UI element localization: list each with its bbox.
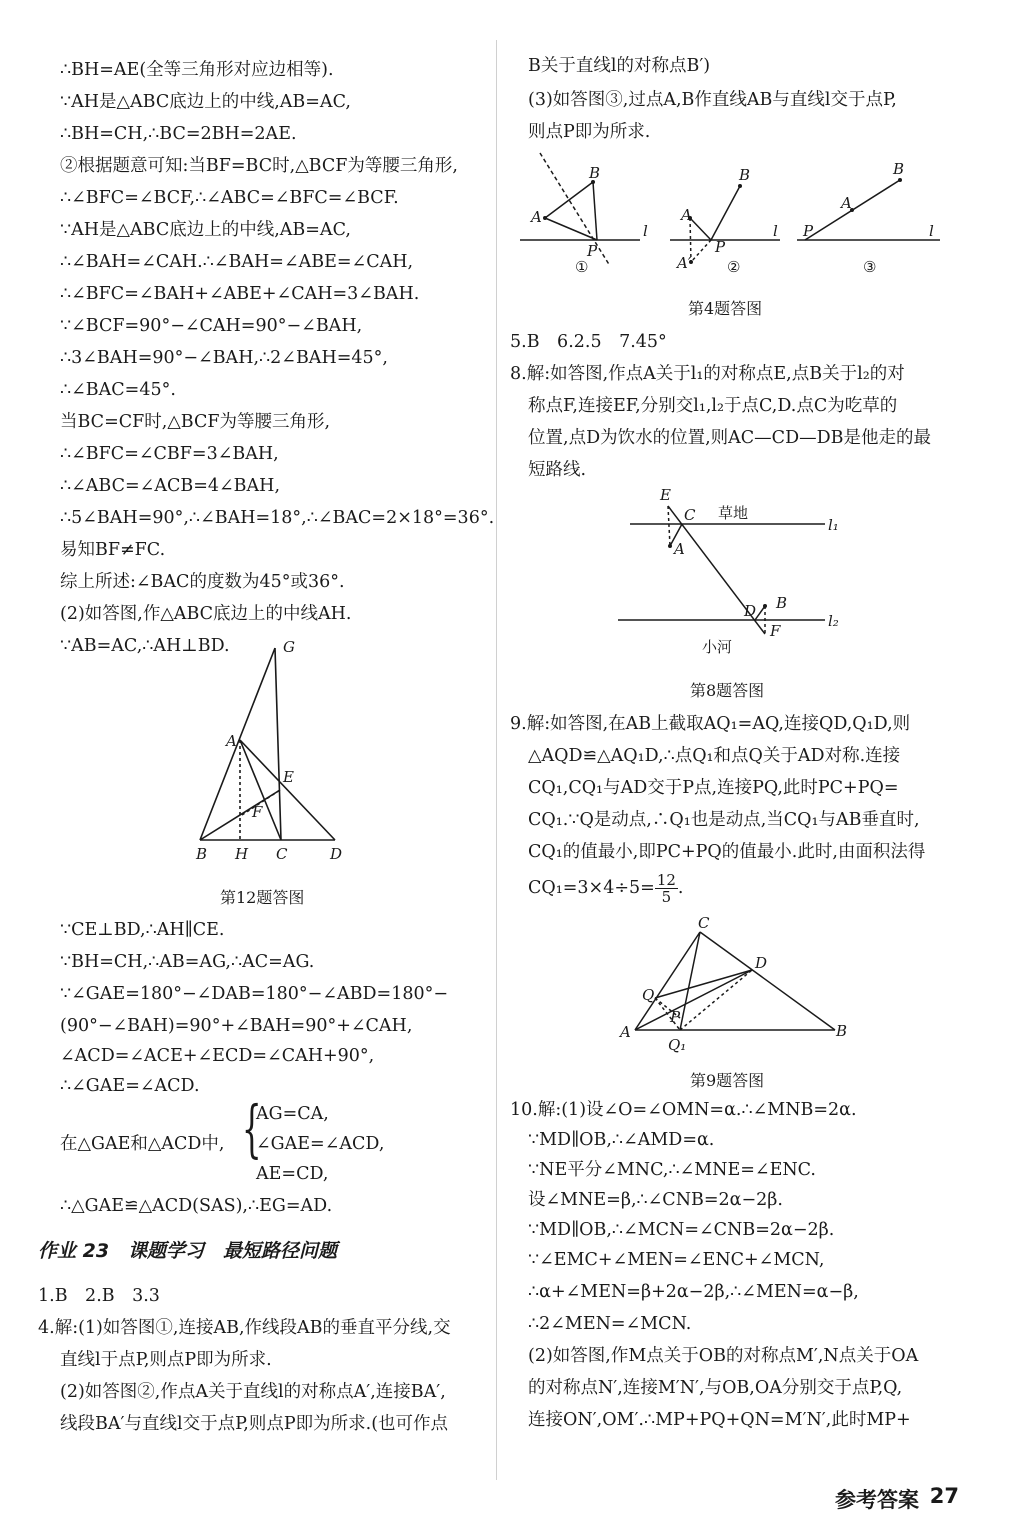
fig9-label-P: P [670, 1008, 681, 1026]
text-line: 线段BA′与直线l交于点P,则点P即为所求.(也可作点 [60, 1414, 449, 1434]
fig4-label: P [715, 238, 726, 256]
text-line: 的对称点N′,连接M′N′,与OB,OA分别交于点P,Q, [528, 1378, 903, 1398]
text-line: ∠ACD=∠ACE+∠ECD=∠CAH+90°, [60, 1046, 375, 1066]
fig8-label-D: D [744, 602, 757, 620]
figure-12 [180, 640, 360, 870]
fig12-label-B: B [196, 845, 208, 863]
fig4-label: A [681, 206, 692, 224]
text-line: ∴∠BFC=∠BCF,∴∠ABC=∠BFC=∠BCF. [60, 188, 399, 208]
q9-final-end: . [677, 878, 684, 898]
fig12-label-F: F [252, 803, 263, 821]
text-line: 综上所述:∠BAC的度数为45°或36°. [60, 572, 345, 592]
fig4-label: l [773, 222, 778, 240]
text-line: ∵NE平分∠MNC,∴∠MNE=∠ENC. [528, 1160, 816, 1180]
text-line: ∵MD∥OB,∴∠AMD=α. [528, 1130, 715, 1150]
q9-final-left: CQ₁=3×4÷5= [528, 878, 655, 898]
text-line: ∴∠ABC=∠ACB=4∠BAH, [60, 476, 281, 496]
figure-12-caption: 第12题答图 [220, 888, 305, 907]
text-line: ∴∠BAH=∠CAH.∴∠BAH=∠ABE=∠CAH, [60, 252, 414, 272]
text-line: (2)如答图,作M点关于OB的对称点M′,N点关于OA [528, 1346, 919, 1366]
fig9-label-A: A [620, 1023, 631, 1041]
text-line: ②根据题意可知:当BF=BC时,△BCF为等腰三角形, [60, 156, 458, 176]
figure-9 [610, 912, 860, 1062]
text-line: B关于直线l的对称点B′) [528, 56, 711, 76]
brace: { [241, 1092, 262, 1165]
fig12-label-E: E [283, 768, 294, 786]
text-line: △AQD≌△AQ₁D,∴点Q₁和点Q关于AD对称.连接 [528, 746, 901, 766]
fig4-label: P [587, 242, 598, 260]
text-line: 设∠MNE=β,∴∠CNB=2α−2β. [528, 1190, 783, 1210]
fig4-label: A [531, 208, 542, 226]
fig8-label-A: A [674, 540, 685, 558]
text-line: ∵AH是△ABC底边上的中线,AB=AC, [60, 220, 351, 240]
figure-8 [610, 484, 860, 664]
fig4-number: ② [727, 258, 741, 276]
system-row: AE=CD, [256, 1164, 329, 1184]
system-row: AG=CA, [256, 1104, 329, 1124]
fig8-label-C: C [684, 506, 696, 524]
footer-label: 参考答案 [835, 1488, 919, 1512]
fig8-river: 小河 [702, 638, 733, 656]
answers-line: 5.B 6.2.5 7.45° [510, 332, 667, 352]
fig4-number: ① [575, 258, 589, 276]
fig9-label-Q: Q [642, 986, 655, 1004]
text-line: 连接ON′,OM′.∴MP+PQ+QN=M′N′,此时MP+ [528, 1410, 911, 1430]
fig4-label: A [841, 194, 852, 212]
fig8-grass: 草地 [718, 504, 749, 522]
fig8-label-l1: l₁ [828, 516, 839, 534]
text-line: ∴3∠BAH=90°−∠BAH,∴2∠BAH=45°, [60, 348, 388, 368]
text-line: 8.解:如答图,作点A关于l₁的对称点E,点B关于l₂的对 [510, 364, 905, 384]
text-line: 直线l于点P,则点P即为所求. [60, 1350, 272, 1370]
column-divider [496, 40, 497, 1480]
text-line: 当BC=CF时,△BCF为等腰三角形, [60, 412, 331, 432]
fig12-label-A: A [226, 732, 237, 750]
text-line: ∵∠BCF=90°−∠CAH=90°−∠BAH, [60, 316, 363, 336]
fig4-label: B [893, 160, 905, 178]
figure-9-caption: 第9题答图 [690, 1071, 765, 1090]
fig8-label-F: F [770, 622, 781, 640]
text-line: 则点P即为所求. [528, 122, 651, 142]
text-line: ∴5∠BAH=90°,∴∠BAH=18°,∴∠BAC=2×18°=36°. [60, 508, 495, 528]
fig12-label-D: D [330, 845, 343, 863]
text-line: CQ₁,CQ₁与AD交于P点,连接PQ,此时PC+PQ= [528, 778, 899, 798]
text-line: 位置,点D为饮水的位置,则AC—CD—DB是他走的最 [528, 428, 931, 448]
text-line: ∵∠GAE=180°−∠DAB=180°−∠ABD=180°− [60, 984, 449, 1004]
answers-line: 1.B 2.B 3.3 [38, 1286, 160, 1306]
fig4-label: B [739, 166, 751, 184]
text-line: ∵AH是△ABC底边上的中线,AB=AC, [60, 92, 351, 112]
text-line: ∴∠BFC=∠BAH+∠ABE+∠CAH=3∠BAH. [60, 284, 420, 304]
text-line: (90°−∠BAH)=90°+∠BAH=90°+∠CAH, [60, 1016, 413, 1036]
text-line: 称点F,连接EF,分别交l₁,l₂于点C,D.点C为吃草的 [528, 396, 898, 416]
text-line: (3)如答图③,过点A,B作直线AB与直线l交于点P, [528, 90, 897, 110]
figure-8-caption: 第8题答图 [690, 681, 765, 700]
fig4-label: P [803, 222, 814, 240]
fig4-label: B [589, 164, 601, 182]
fig8-label-B: B [776, 594, 788, 612]
text-line: (2)如答图,作△ABC底边上的中线AH. [60, 604, 352, 624]
fig12-label-H: H [235, 845, 249, 863]
equation-system [60, 1092, 460, 1192]
text-line: 9.解:如答图,在AB上截取AQ₁=AQ,连接QD,Q₁D,则 [510, 714, 911, 734]
text-line: CQ₁的值最小,即PC+PQ的值最小.此时,由面积法得 [528, 842, 926, 862]
text-line: (2)如答图②,作点A关于直线l的对称点A′,连接BA′, [60, 1382, 446, 1402]
text-line: ∵MD∥OB,∴∠MCN=∠CNB=2α−2β. [528, 1220, 835, 1240]
fig9-label-C: C [698, 914, 710, 932]
fig8-label-E: E [660, 486, 671, 504]
text-line: 4.解:(1)如答图①,连接AB,作线段AB的垂直平分线,交 [38, 1318, 451, 1338]
figure-4 [515, 148, 955, 283]
fraction [655, 872, 678, 905]
fraction-denominator: 5 [661, 888, 672, 906]
fig12-label-G: G [283, 640, 295, 656]
text-line: 10.解:(1)设∠O=∠OMN=α.∴∠MNB=2α. [510, 1100, 857, 1120]
text-line: ∴2∠MEN=∠MCN. [528, 1314, 692, 1334]
fraction-numerator: 12 [656, 871, 676, 889]
text-line: 短路线. [528, 460, 587, 480]
text-line: ∴△GAE≌△ACD(SAS),∴EG=AD. [60, 1196, 333, 1216]
text-line: ∵BH=CH,∴AB=AG,∴AC=AG. [60, 952, 315, 972]
fig4-number: ③ [863, 258, 877, 276]
text-line: ∵CE⊥BD,∴AH∥CE. [60, 920, 225, 940]
text-line: ∵∠EMC+∠MEN=∠ENC+∠MCN, [528, 1250, 825, 1270]
text-line: ∴∠BFC=∠CBF=3∠BAH, [60, 444, 279, 464]
fig4-label: l [643, 222, 648, 240]
page-number: 27 [929, 1484, 959, 1508]
text-line: CQ₁.∵Q是动点,∴Q₁也是动点,当CQ₁与AB垂直时, [528, 810, 920, 830]
system-prefix: 在△GAE和△ACD中, [60, 1134, 225, 1154]
text-line: ∴BH=AE(全等三角形对应边相等). [60, 60, 334, 80]
text-line: ∴∠BAC=45°. [60, 380, 176, 400]
text-line: ∴∠GAE=∠ACD. [60, 1076, 200, 1096]
text-line: ∴BH=CH,∴BC=2BH=2AE. [60, 124, 297, 144]
section-title: 作业 23 课题学习 最短路径问题 [38, 1240, 338, 1262]
fig4-label: A′ [677, 254, 692, 272]
figure-4-caption: 第4题答图 [688, 299, 763, 318]
fig9-label-D: D [755, 954, 768, 972]
text-line: ∴α+∠MEN=β+2α−2β,∴∠MEN=α−β, [528, 1282, 859, 1302]
text-line: ∵AB=AC,∴AH⊥BD. [60, 636, 230, 656]
q9-final-line [528, 872, 683, 905]
fig9-label-B: B [836, 1022, 848, 1040]
system-row: ∠GAE=∠ACD, [256, 1134, 385, 1154]
text-line: 易知BF≠FC. [60, 540, 166, 560]
fig4-label: l [929, 222, 934, 240]
fig12-label-C: C [276, 845, 288, 863]
fig8-label-l2: l₂ [828, 612, 839, 630]
fig9-label-Q1: Q₁ [668, 1036, 687, 1054]
